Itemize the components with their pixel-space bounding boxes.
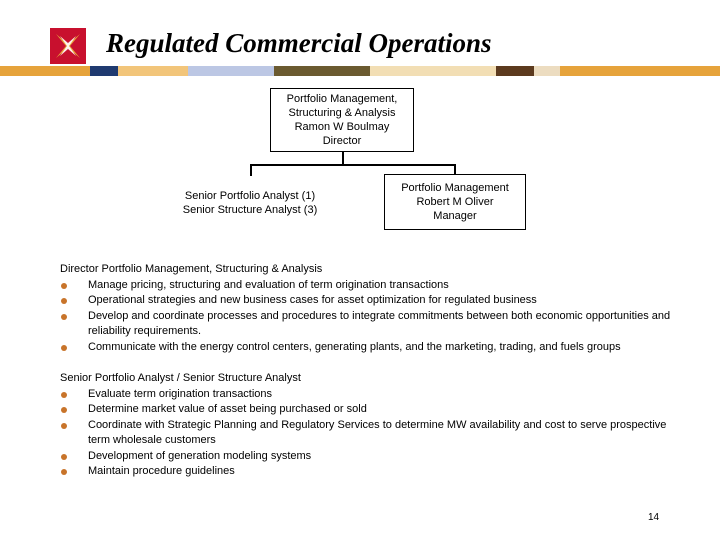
list-item-text: Develop and coordinate processes and procedures to integrate commitments between both economic opportunities and reliability requirements. [88, 309, 671, 337]
color-segment [90, 66, 118, 76]
color-segment [0, 66, 90, 76]
bullet-icon [61, 454, 67, 460]
bullet-icon [61, 298, 67, 304]
list-item [60, 402, 690, 418]
color-segment [370, 66, 496, 76]
page-number: 14 [648, 512, 660, 523]
list-item-text: Coordinate with Strategic Planning and Regulatory Services to determine MW availability and cost to serve prospective term wholesale customers [88, 418, 667, 446]
bullet-icon [61, 407, 67, 413]
org-text: Senior Portfolio Analyst (1) [184, 190, 316, 202]
bullet-icon [61, 469, 67, 475]
header-color-bar [0, 66, 720, 76]
org-text: Manager [433, 210, 477, 222]
color-segment [534, 66, 560, 76]
org-text: Portfolio Management [401, 182, 509, 194]
list-item [60, 449, 690, 465]
bullet-icon [61, 392, 67, 398]
list-item [60, 293, 690, 309]
section-director [60, 262, 690, 355]
list-item [60, 464, 690, 480]
list-item [60, 418, 690, 449]
bullet-list [60, 387, 690, 480]
color-segment [188, 66, 274, 76]
org-text: Robert M Oliver [416, 196, 494, 208]
list-item [60, 278, 690, 294]
color-segment [560, 66, 720, 76]
color-segment [274, 66, 370, 76]
section-title: Director Portfolio Management, Structuring & Analysis [60, 263, 323, 275]
bullet-list [60, 278, 690, 356]
page-title: Regulated Commercial Operations [106, 28, 492, 58]
list-item-text: Determine market value of asset being purchased or sold [88, 403, 367, 415]
org-connector [250, 164, 252, 176]
org-text: Ramon W Boulmay [294, 121, 390, 133]
bullet-icon [61, 283, 67, 289]
bullet-icon [61, 314, 67, 320]
org-box-director [270, 88, 414, 152]
bullet-icon [61, 423, 67, 429]
color-segment [496, 66, 534, 76]
list-item-text: Manage pricing, structuring and evaluation of term origination transactions [88, 278, 449, 291]
list-item-text: Operational strategies and new business cases for asset optimization for regulated business [88, 294, 537, 306]
org-box-manager [384, 174, 526, 230]
description-content [60, 262, 690, 480]
org-text: Portfolio Management, [286, 93, 398, 105]
section-analysts [60, 371, 690, 480]
list-item-text: Evaluate term origination transactions [88, 387, 273, 400]
color-segment [118, 66, 188, 76]
list-item [60, 340, 690, 356]
org-connector [454, 164, 456, 174]
org-box-analysts [160, 178, 340, 228]
org-text: Director [322, 135, 362, 147]
list-item-text: Maintain procedure guidelines [88, 465, 235, 477]
section-title: Senior Portfolio Analyst / Senior Structure Analyst [60, 372, 301, 384]
bullet-icon [61, 345, 67, 351]
list-item [60, 387, 690, 403]
org-text: Structuring & Analysis [288, 107, 396, 119]
org-connector [250, 164, 455, 166]
list-item-text: Development of generation modeling systems [88, 449, 312, 462]
list-item-text: Communicate with the energy control centers, generating plants, and the marketing, trading, and fuels groups [88, 340, 621, 353]
company-logo-icon [48, 26, 88, 66]
list-item [60, 309, 690, 340]
org-text: Senior Structure Analyst (3) [182, 204, 318, 216]
